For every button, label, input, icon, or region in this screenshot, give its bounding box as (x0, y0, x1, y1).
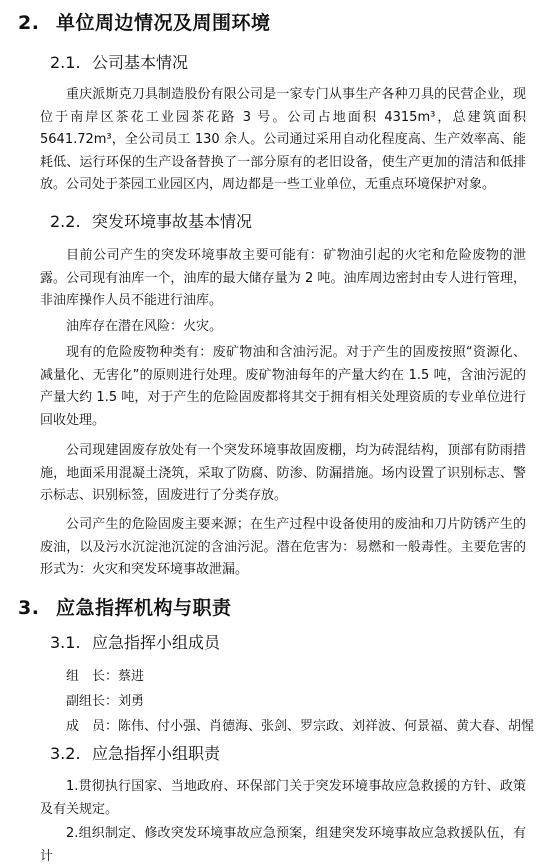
team-members: 成 员：陈伟、付小强、肖德海、张剑、罗宗政、刘祥波、何景福、黄大春、胡惺 (66, 719, 535, 734)
subsection-title: 公司基本情况 (92, 53, 189, 72)
section-heading (18, 8, 271, 35)
section-heading (18, 593, 232, 620)
paragraph: 2.组织制定、修改突发环境事故应急预案，组建突发环境事故应急救援队伍，有计 (40, 826, 526, 864)
subsection-number: 3.1. (50, 633, 81, 652)
subsection-heading (50, 630, 220, 653)
paragraph: 目前公司产生的突发环境事故主要可能有：矿物油引起的火宅和危险废物的泄露。公司现有油库一个，油库的最大储存量为 2 吨。油库周边密封由专人进行管理，非油库操作人员不能进行油库。 (40, 248, 526, 308)
subsection-heading (50, 741, 220, 764)
paragraph: 重庆派斯克刀具制造股份有限公司是一家专门从事生产各种刀具的民营企业，现位于南岸区茶花工业园茶花路 3 号。公司占地面积 4315m³，总建筑面积 5641.72m³，全公司员工 130 余人。公司通过采用自动化程度高、生产效率高、能耗低、运行环保的生产设备替换了一部分原有的老旧设备，使生产更加的清洁和低排放。公司处于茶园工业园区内，周边都是一些工业单位，无重点环境保护对象。 (40, 87, 526, 192)
subsection-number: 2.1. (50, 53, 81, 72)
subsection-heading (50, 50, 188, 73)
paragraph: 现有的危险废物种类有：废矿物油和含油污泥。对于产生的固废按照“资源化、减量化、无害化”的原则进行处理。废矿物油每年的产量大约在 1.5 吨，含油污泥的产量大约 1.5 吨，对于产生的危险固废都将其交于拥有相关处理资质的专业单位进行回收处理。 (40, 345, 526, 428)
section-title: 应急指挥机构与职责 (56, 597, 232, 619)
paragraph: 公司现建固废存放处有一个突发环境事故固废棚，均为砖混结构，顶部有防雨措施，地面采用混凝土浇筑，采取了防腐、防渗、防漏措施。场内设置了识别标志、警示标志、识别标签，固废进行了分类存放。 (40, 443, 526, 503)
subsection-heading (50, 209, 252, 232)
paragraph: 1.贯彻执行国家、当地政府、环保部门关于突发环境事故应急救援的方针、政策及有关规定。 (40, 779, 526, 817)
subsection-number: 2.2. (50, 212, 81, 231)
section-number: 3. (18, 597, 40, 619)
subsection-title: 应急指挥小组成员 (92, 633, 221, 652)
section-title: 单位周边情况及周围环境 (56, 12, 271, 34)
subsection-title: 突发环境事故基本情况 (92, 212, 253, 231)
section-number: 2. (18, 12, 40, 34)
team-deputy: 副组长：刘勇 (66, 694, 145, 709)
paragraph: 油库存在潜在风险：火灾。 (66, 319, 223, 334)
paragraph: 公司产生的危险固废主要来源；在生产过程中设备使用的废油和刀片防锈产生的废油，以及污水沉淀池沉淀的含油污泥。潜在危害为：易燃和一般毒性。主要危害的形式为：火灾和突发环境事故泄漏。 (40, 517, 526, 577)
subsection-title: 应急指挥小组职责 (92, 744, 221, 763)
team-leader: 组 长：蔡进 (66, 669, 145, 684)
subsection-number: 3.2. (50, 744, 81, 763)
